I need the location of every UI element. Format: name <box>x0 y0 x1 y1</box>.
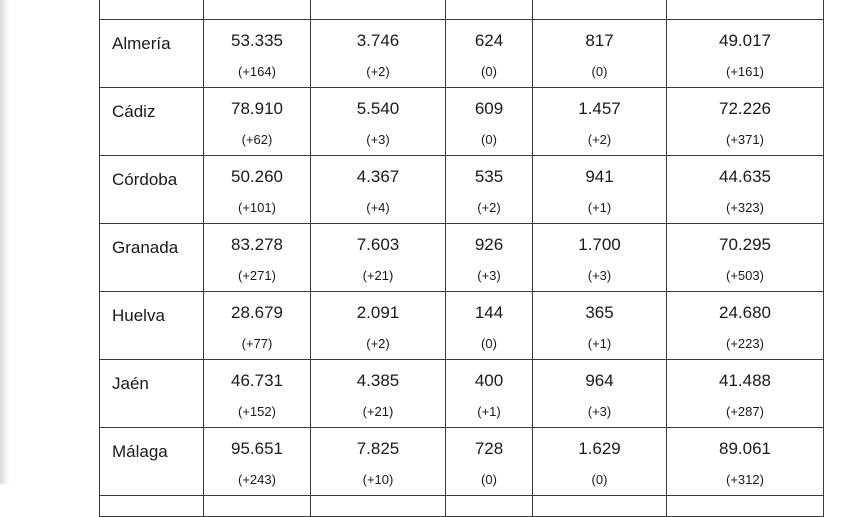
table-cell <box>204 0 311 20</box>
value-cell-c3 <box>446 292 533 360</box>
value-cell-c5 <box>667 360 824 428</box>
cell-delta: (0) <box>591 64 608 79</box>
value-cell-c1 <box>204 360 311 428</box>
cell-delta: (+223) <box>726 336 764 351</box>
value-cell-c4 <box>533 428 667 496</box>
table-cell <box>667 496 824 517</box>
cell-delta: (+3) <box>587 268 612 283</box>
cell-delta: (0) <box>481 132 497 147</box>
cell-value: 70.295 <box>719 235 771 254</box>
province-name: Huelva <box>112 306 165 325</box>
value-cell-c5 <box>667 88 824 156</box>
value-cell-c4 <box>533 88 667 156</box>
province-name: Jaén <box>112 374 149 393</box>
cell-delta: (+152) <box>238 404 276 419</box>
value-cell-c3 <box>446 224 533 292</box>
province-stats-table-container <box>99 0 824 517</box>
table-row <box>100 224 824 292</box>
cell-value: 83.278 <box>231 235 283 254</box>
cell-value: 728 <box>474 439 504 458</box>
table-row-top-cut <box>100 0 824 20</box>
table-row <box>100 292 824 360</box>
value-cell-c5 <box>667 156 824 224</box>
cell-value: 817 <box>585 31 614 50</box>
cell-value: 926 <box>474 235 504 254</box>
cell-delta: (0) <box>481 336 497 351</box>
cell-value: 46.731 <box>231 371 283 390</box>
table-cell <box>311 0 446 20</box>
table-cell <box>100 496 204 517</box>
cell-delta: (+21) <box>362 268 394 283</box>
table-body <box>100 0 824 517</box>
cell-delta: (+287) <box>726 404 764 419</box>
value-cell-c1 <box>204 88 311 156</box>
value-cell-c2 <box>311 292 446 360</box>
value-cell-c3 <box>446 428 533 496</box>
cell-value: 72.226 <box>719 99 771 118</box>
table-cell <box>446 496 533 517</box>
value-cell-c3 <box>446 360 533 428</box>
cell-delta: (+503) <box>726 268 764 283</box>
cell-delta: (+243) <box>238 472 276 487</box>
cell-delta: (+3) <box>477 268 501 283</box>
cell-value: 624 <box>474 31 504 50</box>
table-cell <box>204 496 311 517</box>
value-cell-c2 <box>311 20 446 88</box>
cell-value: 144 <box>474 303 504 322</box>
value-cell-c1 <box>204 428 311 496</box>
cell-value: 53.335 <box>231 31 283 50</box>
cell-value: 50.260 <box>231 167 283 186</box>
value-cell-c4 <box>533 20 667 88</box>
cell-delta: (+161) <box>726 64 764 79</box>
value-cell-c2 <box>311 224 446 292</box>
value-cell-c4 <box>533 224 667 292</box>
value-cell-c1 <box>204 20 311 88</box>
cell-delta: (+371) <box>726 132 764 147</box>
table-row <box>100 88 824 156</box>
value-cell-c2 <box>311 156 446 224</box>
value-cell-c5 <box>667 20 824 88</box>
province-name-cell <box>100 292 204 360</box>
cell-value: 89.061 <box>719 439 771 458</box>
cell-delta: (+164) <box>238 64 276 79</box>
table-row <box>100 360 824 428</box>
cell-value: 941 <box>585 167 614 186</box>
cell-value: 24.680 <box>719 303 771 322</box>
cell-value: 609 <box>474 99 504 118</box>
cell-value: 7.603 <box>356 235 400 254</box>
value-cell-c4 <box>533 292 667 360</box>
cell-delta: (+3) <box>587 404 612 419</box>
cell-delta: (+271) <box>238 268 276 283</box>
cell-value: 2.091 <box>356 303 400 322</box>
province-name: Almería <box>112 34 171 53</box>
cell-value: 28.679 <box>231 303 283 322</box>
cell-delta: (+323) <box>726 200 764 215</box>
cell-value: 4.367 <box>356 167 400 186</box>
value-cell-c1 <box>204 224 311 292</box>
province-name-cell <box>100 428 204 496</box>
province-name-cell <box>100 20 204 88</box>
cell-value: 41.488 <box>719 371 771 390</box>
cell-value: 44.635 <box>719 167 771 186</box>
cell-value: 1.700 <box>578 235 621 254</box>
cell-value: 78.910 <box>231 99 283 118</box>
table-cell <box>311 496 446 517</box>
cell-value: 535 <box>474 167 504 186</box>
value-cell-c4 <box>533 360 667 428</box>
province-name-cell <box>100 88 204 156</box>
cell-delta: (+2) <box>366 336 390 351</box>
province-name: Granada <box>112 238 179 257</box>
cell-value: 964 <box>585 371 614 390</box>
cell-delta: (+2) <box>587 132 612 147</box>
value-cell-c2 <box>311 360 446 428</box>
province-stats-table <box>99 0 824 517</box>
cell-value: 3.746 <box>356 31 400 50</box>
province-name: Cádiz <box>112 102 156 121</box>
cell-delta: (+62) <box>241 132 273 147</box>
value-cell-c5 <box>667 292 824 360</box>
cell-delta: (+1) <box>587 200 612 215</box>
value-cell-c3 <box>446 156 533 224</box>
cell-delta: (0) <box>481 472 497 487</box>
cell-value: 4.385 <box>356 371 400 390</box>
cell-value: 5.540 <box>356 99 400 118</box>
cell-delta: (0) <box>481 64 497 79</box>
table-cell <box>667 0 824 20</box>
value-cell-c1 <box>204 156 311 224</box>
cell-value: 1.629 <box>578 439 621 458</box>
province-name-cell <box>100 224 204 292</box>
cell-delta: (+101) <box>238 200 276 215</box>
province-name: Málaga <box>112 442 168 461</box>
value-cell-c2 <box>311 428 446 496</box>
cell-delta: (+1) <box>477 404 501 419</box>
cell-value: 49.017 <box>719 31 771 50</box>
cell-value: 7.825 <box>356 439 400 458</box>
table-row <box>100 20 824 88</box>
value-cell-c4 <box>533 156 667 224</box>
cell-delta: (+312) <box>726 472 764 487</box>
cell-delta: (+4) <box>366 200 390 215</box>
page-edge-shadow <box>0 0 10 484</box>
value-cell-c3 <box>446 20 533 88</box>
cell-delta: (0) <box>591 472 608 487</box>
province-name-cell <box>100 156 204 224</box>
province-name-cell <box>100 360 204 428</box>
cell-delta: (+21) <box>362 404 394 419</box>
cell-delta: (+77) <box>241 336 273 351</box>
table-cell <box>100 0 204 20</box>
table-cell <box>533 0 667 20</box>
cell-value: 400 <box>474 371 504 390</box>
cell-value: 95.651 <box>231 439 283 458</box>
cell-delta: (+10) <box>362 472 394 487</box>
table-row <box>100 156 824 224</box>
cell-value: 1.457 <box>578 99 621 118</box>
cell-delta: (+2) <box>477 200 501 215</box>
value-cell-c2 <box>311 88 446 156</box>
value-cell-c5 <box>667 224 824 292</box>
cell-delta: (+2) <box>366 64 390 79</box>
table-row-bottom-cut <box>100 496 824 517</box>
value-cell-c3 <box>446 88 533 156</box>
cell-delta: (+1) <box>587 336 612 351</box>
table-cell <box>446 0 533 20</box>
cell-value: 365 <box>585 303 614 322</box>
table-row <box>100 428 824 496</box>
value-cell-c5 <box>667 428 824 496</box>
province-name: Córdoba <box>112 170 178 189</box>
table-cell <box>533 496 667 517</box>
value-cell-c1 <box>204 292 311 360</box>
cell-delta: (+3) <box>366 132 390 147</box>
